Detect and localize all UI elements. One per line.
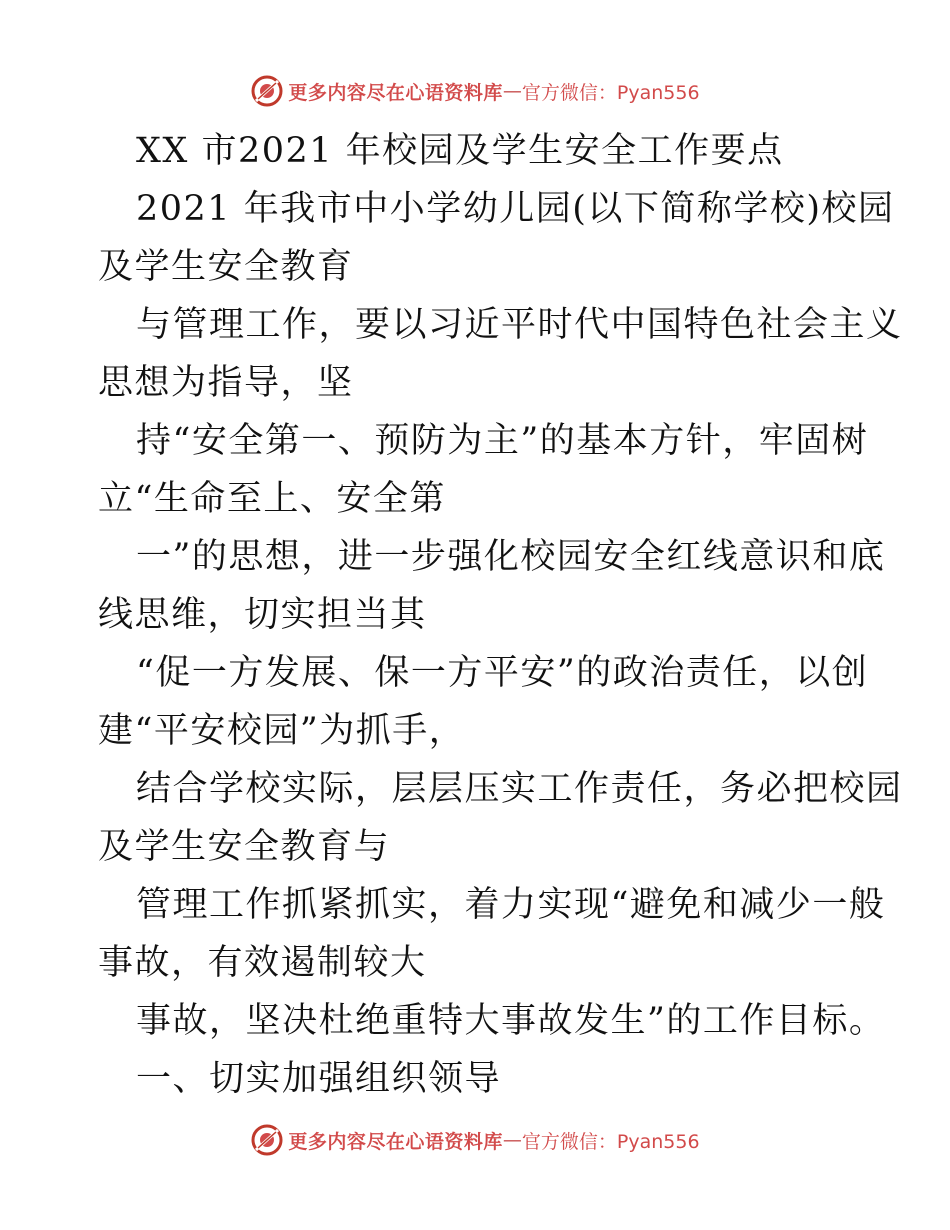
paragraph-line: 立“生命至上、安全第 <box>98 479 446 519</box>
document-title: XX 市2021 年校园及学生安全工作要点 <box>136 131 784 171</box>
paragraph-line: 事故，有效遏制较大 <box>98 943 427 983</box>
banner-contact: 官方微信：Pyan556 <box>521 1130 700 1153</box>
paragraph-line: 一”的思想，进一步强化校园安全红线意识和底 <box>136 537 886 577</box>
brand-logo-icon <box>250 1123 284 1157</box>
paragraph-line: 及学生安全教育 <box>98 247 354 287</box>
paragraph-line: 持“安全第一、预防为主”的基本方针，牢固树 <box>136 421 869 461</box>
section-heading: 一、切实加强组织领导 <box>136 1059 502 1099</box>
paragraph-line: 2021 年我市中小学幼儿园(以下简称学校)校园 <box>136 189 895 229</box>
banner-text: 更多内容尽在心语资料库 <box>288 81 503 104</box>
banner-text: 更多内容尽在心语资料库 <box>288 1130 503 1153</box>
paragraph-line: 结合学校实际，层层压实工作责任，务必把校园 <box>136 769 903 809</box>
paragraph-line: “促一方发展、保一方平安”的政治责任，以创 <box>136 653 869 693</box>
watermark-banner-top <box>0 71 950 111</box>
watermark-banner-bottom <box>0 1120 950 1160</box>
paragraph-line: 思想为指导，坚 <box>98 363 354 403</box>
paragraph-line: 事故，坚决杜绝重特大事故发生”的工作目标。 <box>136 1001 886 1041</box>
paragraph-line: 线思维，切实担当其 <box>98 595 427 635</box>
banner-dash: — <box>502 80 522 102</box>
banner-contact: 官方微信：Pyan556 <box>521 81 700 104</box>
paragraph-line: 管理工作抓紧抓实，着力实现“避免和减少一般 <box>136 885 886 925</box>
banner-dash: — <box>502 1129 522 1151</box>
brand-logo-icon <box>250 74 284 108</box>
paragraph-line: 及学生安全教育与 <box>98 827 391 867</box>
paragraph-line: 建“平安校园”为抓手， <box>98 711 466 751</box>
document-body <box>98 122 903 1108</box>
paragraph-line: 与管理工作，要以习近平时代中国特色社会主义 <box>136 305 903 345</box>
